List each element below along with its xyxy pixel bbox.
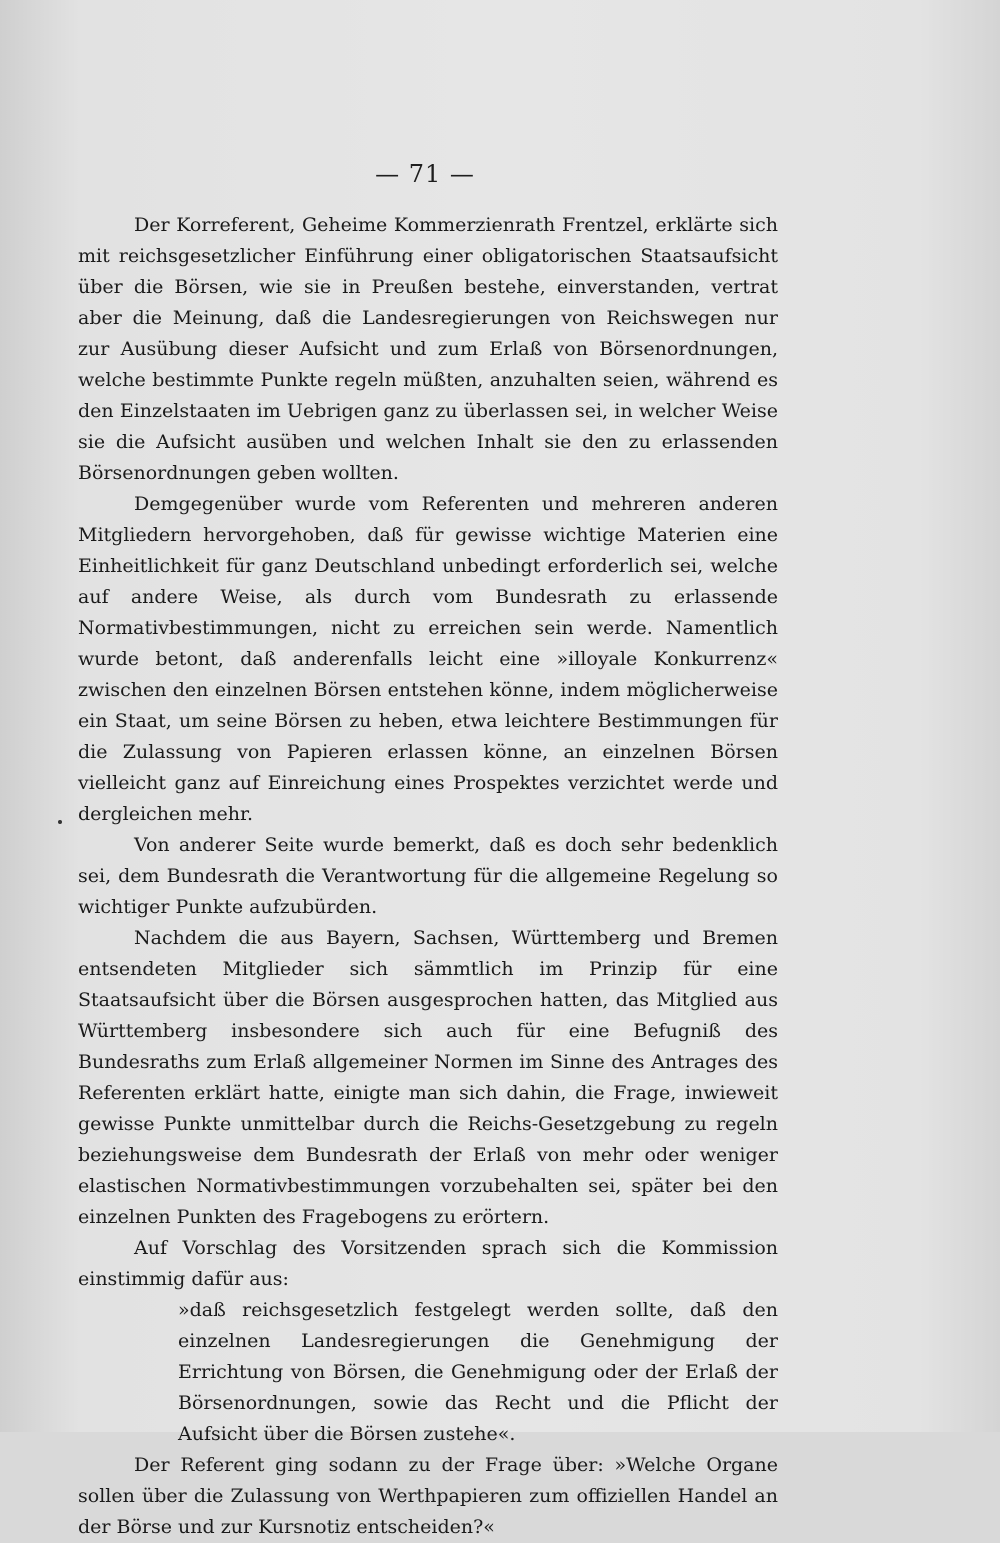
paragraph-nachdem: Nachdem die aus Bayern, Sachsen, Württemberg und Bremen entsendeten Mitglieder sich sämmtlich im Prinzip für eine Staatsaufsicht über die Börsen ausgesprochen hatten, das Mitglied aus Württemberg insbesondere sich auch für eine Befugniß des Bundesraths zum Erlaß allgemeiner Normen im Sinne des Antrages des Referenten erklärt hatte, einigte man sich dahin, die Frage, inwieweit gewisse Punkte unmittelbar durch die Reichs-Gesetzgebung zu regeln beziehungsweise dem Bundesrath der Erlaß von mehr oder weniger elastischen Normativbestimmungen vorzubehalten sei, später bei den einzelnen Punkten des Fragebogens zu erörtern.: [78, 927, 778, 1228]
paragraph-auf-vorschlag: Auf Vorschlag des Vorsitzenden sprach sich die Kommission einstimmig dafür aus:: [78, 1237, 778, 1290]
paragraph-demgegenueber: Demgegenüber wurde vom Referenten und mehreren anderen Mitgliedern hervorgehoben, daß für gewisse wichtige Materien eine Einheitlichkeit für ganz Deutschland unbedingt erforderlich sei, welche auf andere Weise, als durch vom Bundesrath zu erlassende Normativbestimmungen, nicht zu erreichen sein werde. Namentlich wurde betont, daß anderenfalls leicht eine »illoyale Konkurrenz« zwischen den einzelnen Börsen entstehen könne, indem möglicherweise ein Staat, um seine Börsen zu heben, etwa leichtere Bestimmungen für die Zulassung von Papieren erlassen könne, an einzelnen Börsen vielleicht ganz auf Einreichung eines Prospektes verzichtet werde und dergleichen mehr.: [78, 493, 778, 825]
paragraph-korreferent: Der Korreferent, Geheime Kommerzienrath Frentzel, erklärte sich mit reichsgesetzlicher Einführung einer obligatorischen Staatsaufsicht über die Börsen, wie sie in Preußen bestehe, einverstanden, vertrat aber die Meinung, daß die Landesregierungen von Reichswegen nur zur Ausübung dieser Aufsicht und zum Erlaß von Börsenordnungen, welche bestimmte Punkte regeln müßten, anzuhalten seien, während es den Einzelstaaten im Uebrigen ganz zu überlassen sei, in welcher Weise sie die Aufsicht ausüben und welchen Inhalt sie den zu erlassenden Börsenordnungen geben wollten.: [78, 214, 778, 484]
margin-dot-mark: [58, 820, 62, 824]
paragraph-resolution-quote: »daß reichsgesetzlich festgelegt werden sollte, daß den einzelnen Landesregierungen die Genehmigung der Errichtung von Börsen, die Genehmigung oder der Erlaß der Börsenordnungen, sowie das Recht und die Pflicht der Aufsicht über die Börsen zustehe«.: [178, 1299, 778, 1445]
body-text: [78, 210, 778, 1543]
paragraph-der-referent: Der Referent ging sodann zu der Frage über: »Welche Organe sollen über die Zulassung von Werthpapieren zum offiziellen Handel an der Börse und zur Kursnotiz entscheiden?«: [78, 1454, 778, 1538]
paragraph-von-anderer-seite: Von anderer Seite wurde bemerkt, daß es doch sehr bedenklich sei, dem Bundesrath die Verantwortung für die allgemeine Regelung so wichtiger Punkte aufzubürden.: [78, 834, 778, 918]
page-number: — 71 —: [375, 160, 475, 188]
